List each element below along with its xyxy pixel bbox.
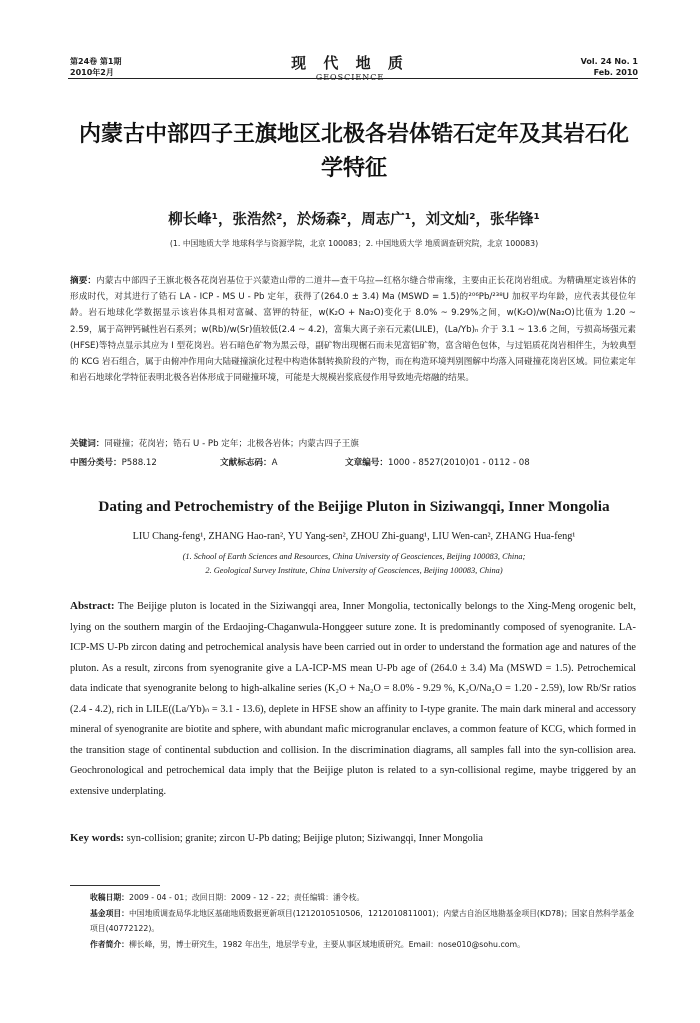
received-label: 收稿日期： bbox=[90, 893, 129, 902]
header-volume-en bbox=[581, 56, 638, 78]
journal-name-cn: 现 代 地 质 bbox=[291, 54, 409, 72]
keywords-cn-label: 关键词： bbox=[70, 439, 105, 449]
header-volume-cn bbox=[70, 56, 121, 78]
authors-cn: 柳长峰¹，张浩然²，於炀森²，周志广¹，刘文灿²，张华锋¹ bbox=[168, 212, 540, 228]
journal-name-en: GEOSCIENCE bbox=[315, 73, 385, 82]
keywords-en-label: Key words: bbox=[70, 832, 125, 844]
abstract-cn-text: 内蒙古中部四子王旗北极各花岗岩基位于兴蒙造山带的二道井—查干乌拉—红格尔缝合带南缘，主要由正长花岗岩组成。为精确厘定该岩体的形成时代，对其进行了锆石 LA - ICP - MS U - Pb 定年，获得了(264.0 ± 3.4) Ma (MSWD = 1.5)的²⁰⁶Pb/²³⁸U 加权平均年龄，应代表其侵位年龄。岩石地球化学数据显示该岩体具相对富碱、富钾的特征，w(K₂O + Na₂O)变化于 8.0% ~ 9.29%之间，w(K₂O)/w(Na₂O)比值为 1.20 ~ 2.59，属于高钾钙碱性岩石系列；w(Rb)/w(Sr)值较低(2.4 ~ 4.2)，富集大离子亲石元素(LILE)，(La/Yb)ₙ 介于 3.1 ~ 13.6 之间，亏损高场强元素(HFSE)等特点显示其应为 I 型花岗岩。岩石暗色矿物为黑云母，副矿物出现榍石而未见富铝矿物，富含暗色包体，与过铝质花岗岩相伴生，为较典型的 KCG 岩石组合，属于由俯冲作用向大陆碰撞演化过程中构造体制转换阶段的产物，而在构造环境判别图解中均落入同碰撞花岗岩区域。同位素定年和岩石地球化学特征表明北极各岩体形成于同碰撞环境，可能是大规模岩浆底侵作用导致地壳熔融的结果。 bbox=[70, 276, 636, 384]
paper-title-en: Dating and Petrochemistry of the Beijige Pluton in Siziwangqi, Inner Mongolia bbox=[98, 498, 610, 515]
received-text: 2009 - 04 - 01；改回日期：2009 - 12 - 22；责任编辑：潘令枝。 bbox=[128, 893, 365, 902]
volume-issue-cn: 第24卷 第1期 bbox=[70, 57, 122, 66]
keywords-cn-text: 同碰撞；花岗岩；锆石 U - Pb 定年；北极各岩体；内蒙古四子王旗 bbox=[104, 439, 359, 449]
author-text: 柳长峰，男，博士研究生，1982 年出生，地层学专业，主要从事区域地质研究。Email：nose010@sohu.com。 bbox=[128, 939, 525, 949]
authors-en: LIU Chang-feng¹, ZHANG Hao-ran², YU Yang-sen², ZHOU Zhi-guang¹, LIU Wen-can², ZHANG Hua-feng¹ bbox=[132, 531, 576, 542]
footnote-author bbox=[90, 937, 636, 953]
affiliation-en-1: (1. School of Earth Sciences and Resources, China University of Geosciences, Beijing 100083, China; bbox=[182, 552, 526, 561]
abstract-en bbox=[70, 596, 636, 802]
abstract-cn-label: 摘要： bbox=[70, 276, 97, 286]
footnote-rule bbox=[70, 885, 160, 886]
doc-code-value: A bbox=[271, 458, 278, 468]
abstract-en-text: The Beijige pluton is located in the Siziwangqi area, Inner Mongolia, tectonically belongs to the Xing-Meng orogenic belt, lying on the southern margin of the Erdaojing-Chaganwula-Honggeer suture zone. It is predominantly composed of syenogranite. LA-ICP-MS U-Pb zircon dating and petrochemical analysis have been carried out in order to understand the formation age and natures of the pluton. As a result, zircons from syenogranite give a LA-ICP-MS mean U-Pb age of (264.0 ± 3.4) Ma (MSWD = 1.5). Petrochemical data indicate that syenogranite belong to high-alkaline series (K₂O + Na₂O = 8.0% - 9.29 %, K₂O/Na₂O = 1.20 - 2.59), low Rb/Sr ratios (2.4 - 4.2), rich in LILE((La/Yb)ₙ = 3.1 - 13.6), deplete in HFSE show an affinity to I-type granite. The main dark mineral and accessory mineral of syenogranite are biotite and sphere, with abundant mafic microgranular enclaves, a common feature of KCG, which formed in the transition stage of continental subduction and collision. In the discrimination diagrams, all samples fall into the syn-collision area. Geochronological and petrochemical data imply that the Beijige pluton is related to a syn-collisional regime, maybe triggered by an extensive underplating. bbox=[70, 601, 636, 797]
footnotes bbox=[90, 890, 636, 952]
volume-issue-en: Vol. 24 No. 1 bbox=[580, 57, 638, 66]
clc-label: 中图分类号： bbox=[70, 458, 122, 468]
clc-value: P588.12 bbox=[121, 458, 157, 468]
doc-code-label: 文献标志码： bbox=[220, 458, 272, 468]
keywords-en bbox=[70, 832, 636, 844]
footnote-received bbox=[90, 890, 636, 906]
classification-cn bbox=[70, 456, 636, 468]
abstract-en-label: Abstract: bbox=[70, 600, 115, 612]
date-en: Feb. 2010 bbox=[593, 68, 638, 77]
affiliation-en bbox=[70, 550, 638, 578]
article-no-value: 1000 - 8527(2010)01 - 0112 - 08 bbox=[387, 458, 530, 468]
affiliation-cn: (1. 中国地质大学 地球科学与资源学院，北京 100083；2. 中国地质大学 地质调查研究院，北京 100083) bbox=[169, 239, 539, 248]
header-rule bbox=[68, 78, 638, 79]
keywords-en-text: syn-collision; granite; zircon U-Pb dating; Beijige pluton; Siziwangqi, Inner Mongolia bbox=[126, 833, 483, 844]
author-label: 作者简介： bbox=[90, 939, 129, 949]
date-cn: 2010年2月 bbox=[70, 68, 114, 77]
footnote-fund bbox=[90, 906, 636, 937]
paper-title-cn: 内蒙古中部四子王旗地区北极各岩体锆石定年及其岩石化学特征 bbox=[78, 122, 629, 181]
keywords-cn bbox=[70, 437, 636, 449]
affiliation-en-2: 2. Geological Survey Institute, China University of Geosciences, Beijing 100083, China) bbox=[205, 566, 503, 575]
abstract-cn bbox=[70, 273, 636, 386]
article-no-label: 文章编号： bbox=[345, 458, 388, 468]
fund-label: 基金项目： bbox=[90, 908, 129, 918]
fund-text: 中国地质调查局华北地区基础地质数据更新项目(1212010510506，1212010811001)；内蒙古自治区地勘基金项目(KD78)；国家自然科学基金项目(40772122)。 bbox=[90, 908, 635, 933]
